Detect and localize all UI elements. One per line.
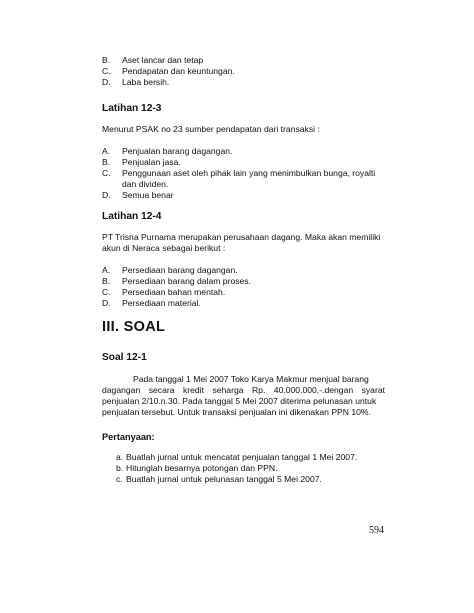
- section-title: III. SOAL: [102, 319, 166, 335]
- question-letter: c.: [116, 474, 123, 484]
- option-letter: B.: [102, 157, 111, 167]
- option-letter: A.: [102, 265, 111, 275]
- question-item: [116, 452, 358, 463]
- option-text: Penjualan jasa.: [122, 157, 181, 167]
- problem-paragraph-line: Pada tanggal 1 Mei 2007 Toko Karya Makmur menjual barang: [133, 374, 369, 384]
- question-letter: b.: [116, 463, 124, 473]
- questions-label: Pertanyaan:: [102, 432, 155, 442]
- page-number: 594: [369, 525, 384, 536]
- option-text: Laba bersih.: [122, 77, 170, 87]
- exercise-question: PT Trisna Purnama merupakan perusahaan dagang. Maka akan memiliki: [102, 232, 381, 242]
- option-text: Aset lancar dan tetap: [122, 55, 204, 65]
- exercise-question: Menurut PSAK no 23 sumber pendapatan dari transaksi :: [102, 124, 320, 134]
- option-text: Penjualan barang dagangan.: [122, 146, 233, 156]
- option-letter: A.: [102, 146, 111, 156]
- option-letter: C.: [102, 66, 111, 76]
- option-letter: B.: [102, 276, 111, 286]
- option-letter: D.: [102, 298, 111, 308]
- option-letter: B.: [102, 55, 111, 65]
- option-text: Persediaan bahan mentah.: [122, 287, 226, 297]
- question-text: Hitunglah besarnya potongan dan PPN.: [126, 463, 278, 473]
- option-text: dan dividen.: [122, 179, 169, 189]
- problem-paragraph-line: penjualan tersebut. Untuk transaksi penjualan ini dikenakan PPN 10%.: [102, 407, 371, 417]
- problem-paragraph-line-wrap: [102, 385, 385, 396]
- option-letter: C.: [102, 168, 111, 178]
- problem-paragraph-line: penjualan 2/10.n.30. Pada tanggal 5 Mei 2007 diterima pelunasan untuk: [102, 396, 377, 406]
- option-text: Persediaan barang dagangan.: [122, 265, 238, 275]
- question-letter: a.: [116, 452, 124, 462]
- option-letter: D.: [102, 190, 111, 200]
- question-item: [116, 463, 278, 474]
- option-letter: C.: [102, 287, 111, 297]
- question-text: Buatlah jurnal untuk mencatat penjualan tanggal 1 Mei 2007.: [126, 452, 358, 462]
- option-text: Penggunaan aset oleh pihak lain yang menimbulkan bunga, royalti: [122, 168, 376, 178]
- option-text: Persediaan material.: [122, 298, 201, 308]
- option-text: Persediaan barang dalam proses.: [122, 276, 251, 286]
- question-item: [116, 474, 322, 485]
- option-text: Pendapatan dan keuntungan.: [122, 66, 235, 76]
- problem-paragraph-line: dagangan secara kredit seharga Rp. 40.000.000,-.dengan syarat: [102, 385, 385, 395]
- option-letter: D.: [102, 77, 111, 87]
- problem-title: Soal 12-1: [102, 352, 147, 363]
- question-text: Buatlah jurnal untuk pelunasan tanggal 5 Mei 2007.: [126, 474, 322, 484]
- exercise-title: Latihan 12-3: [102, 103, 162, 114]
- exercise-title: Latihan 12-4: [102, 211, 162, 222]
- option-text: Semua benar: [122, 190, 174, 200]
- exercise-question: akun di Neraca sebagai berikut :: [102, 243, 226, 253]
